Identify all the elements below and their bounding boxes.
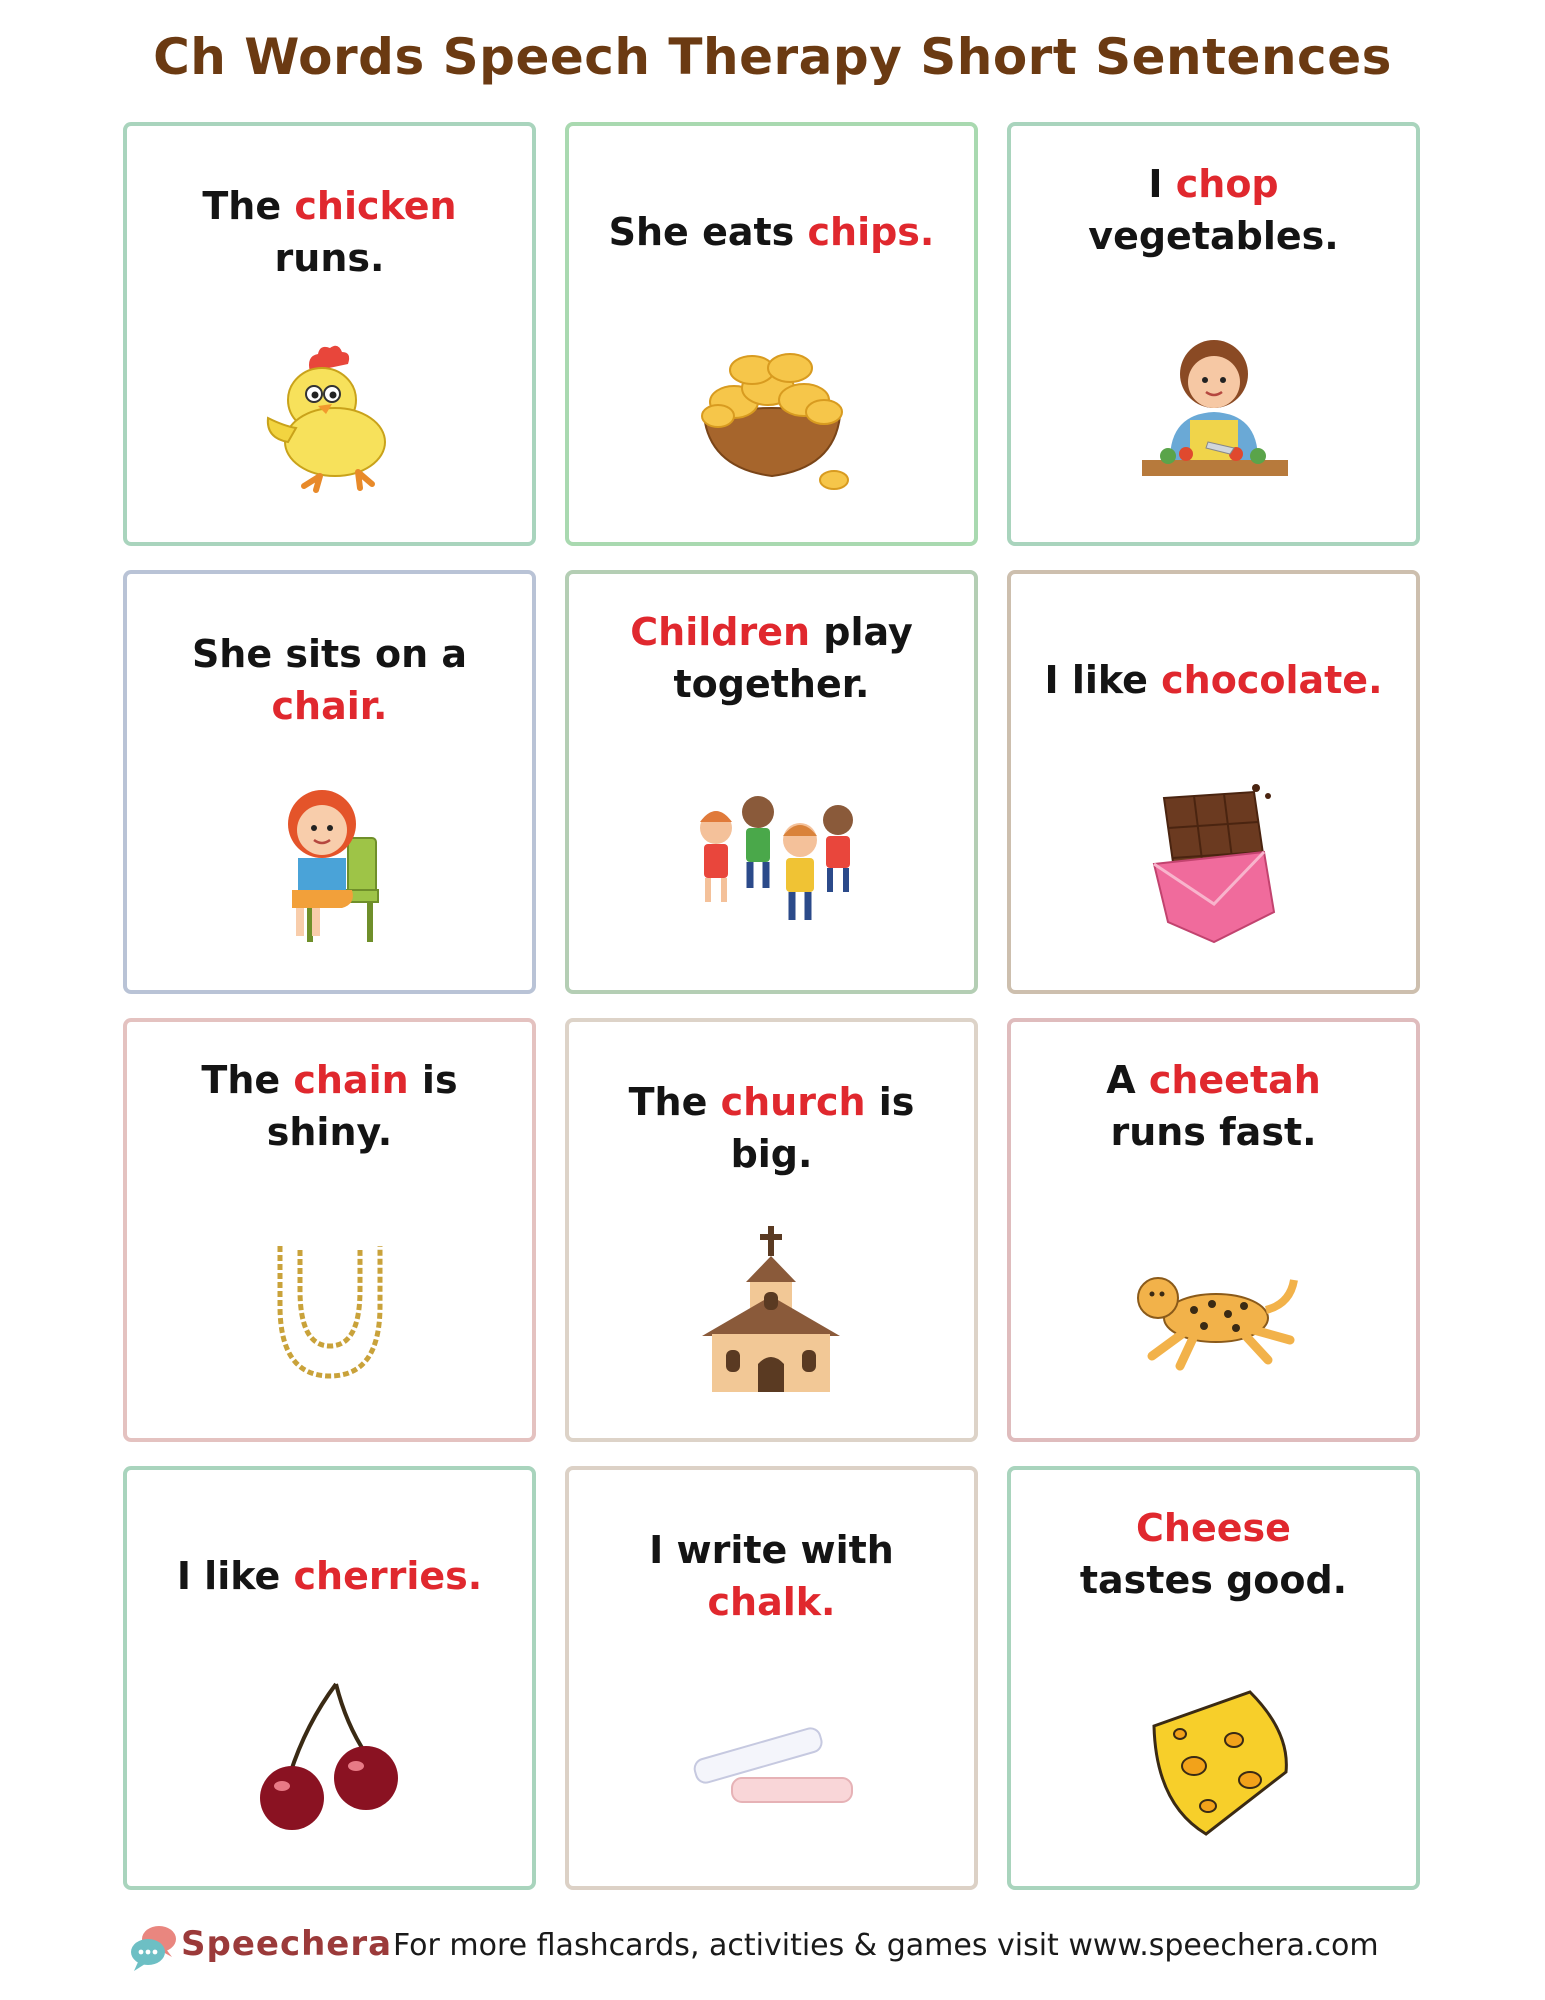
sentence-suffix: runs. [274, 236, 385, 280]
sentence-keyword: chair. [271, 684, 388, 728]
flashcard-sentence [147, 1026, 512, 1186]
chips-bowl-icon [682, 330, 862, 500]
cheese-icon [1124, 1674, 1304, 1844]
page-title: Ch Words Speech Therapy Short Sentences [153, 28, 1392, 86]
flashcard [123, 570, 536, 994]
flashcard-grid [123, 122, 1424, 1892]
flashcard-sentence [1031, 1026, 1396, 1186]
flashcard-sentence [147, 600, 512, 760]
flashcard-sentence [589, 1496, 954, 1656]
flashcard [123, 122, 536, 546]
flashcard-sentence [1031, 1474, 1396, 1634]
sentence-keyword: chalk. [707, 1580, 836, 1624]
flashcard [123, 1018, 536, 1442]
sentence-suffix: play together. [673, 609, 913, 706]
sentence-keyword: Children [630, 609, 811, 654]
footer-note: For more flashcards, activities & games visit www.speechera.com [393, 1928, 1379, 1963]
sentence-prefix: I [1148, 161, 1176, 206]
sentence-keyword: Cheese [1136, 1505, 1291, 1550]
cheetah-icon [1124, 1226, 1304, 1396]
sentence-keyword: cherries. [293, 1553, 483, 1598]
sentence-keyword: cheetah [1148, 1057, 1321, 1102]
speechera-logo [128, 1922, 393, 1974]
flashcard [565, 570, 978, 994]
flashcard [1007, 122, 1420, 546]
sentence-suffix: is big. [730, 1079, 915, 1176]
flashcard [1007, 1018, 1420, 1442]
sentence-suffix: is shiny. [266, 1057, 458, 1154]
girl-on-chair-icon [240, 778, 420, 948]
sentence-keyword: chips. [807, 209, 935, 254]
sentence-suffix: tastes good. [1079, 1558, 1348, 1602]
chalk-icon [682, 1674, 862, 1844]
church-icon [682, 1226, 862, 1396]
flashcard-sentence [147, 152, 512, 312]
chocolate-bar-icon [1124, 778, 1304, 948]
flashcard-sentence [1031, 600, 1396, 760]
sentence-keyword: chain [293, 1057, 409, 1102]
flashcard-sentence [589, 1048, 954, 1208]
gold-chain-icon [240, 1226, 420, 1396]
flashcard-sentence [147, 1496, 512, 1656]
sentence-suffix: vegetables. [1088, 214, 1339, 258]
sentence-prefix: The [201, 1057, 294, 1102]
sentence-suffix: runs fast. [1110, 1110, 1317, 1154]
flashcard [1007, 1466, 1420, 1890]
sentence-prefix: I write with [649, 1527, 894, 1572]
flashcard [565, 1466, 978, 1890]
sentence-prefix: A [1106, 1057, 1149, 1102]
sentence-keyword: chocolate. [1161, 657, 1383, 702]
sentence-prefix: She sits on a [191, 631, 468, 676]
sentence-keyword: chop [1175, 161, 1279, 206]
children-playing-icon [682, 778, 862, 948]
chicken-icon [240, 330, 420, 500]
flashcard [565, 122, 978, 546]
sentence-keyword: chicken [294, 183, 457, 228]
flashcard [565, 1018, 978, 1442]
sentence-prefix: The [628, 1079, 721, 1124]
cherries-icon [240, 1674, 420, 1844]
flashcard-sentence [1031, 130, 1396, 290]
brand-name: Speechera [181, 1924, 393, 1964]
sentence-prefix: I like [1044, 657, 1162, 702]
flashcard-sentence [589, 578, 954, 738]
sentence-prefix: She eats [608, 209, 808, 254]
girl-chopping-vegetables-icon [1124, 330, 1304, 500]
footer [128, 1918, 1428, 1978]
speech-bubble-logo-icon [128, 1922, 180, 1974]
flashcard [1007, 570, 1420, 994]
sentence-prefix: I like [176, 1553, 294, 1598]
flashcard [123, 1466, 536, 1890]
sentence-prefix: The [202, 183, 295, 228]
sentence-keyword: church [720, 1079, 866, 1124]
flashcard-sentence [589, 152, 954, 312]
